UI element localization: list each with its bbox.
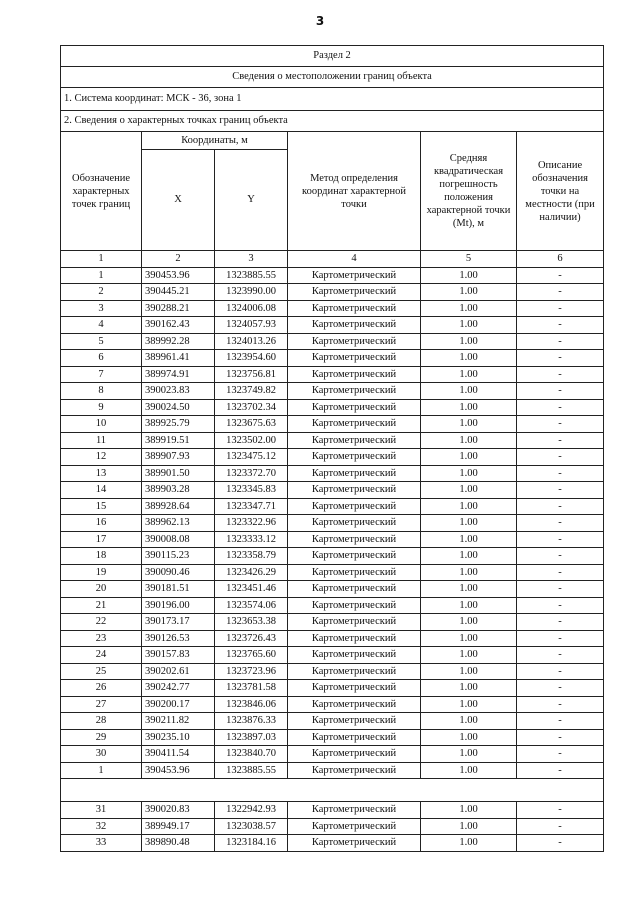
coord-y: 1323333.12 (215, 531, 288, 548)
method: Картометрический (288, 647, 421, 664)
coord-x: 390453.96 (142, 267, 215, 284)
coord-x: 390202.61 (142, 663, 215, 680)
column-number-row (61, 251, 604, 268)
table-row (61, 383, 604, 400)
accuracy: 1.00 (421, 564, 517, 581)
table-row (61, 399, 604, 416)
accuracy: 1.00 (421, 432, 517, 449)
coord-x: 390445.21 (142, 284, 215, 301)
method: Картометрический (288, 564, 421, 581)
coord-y: 1323038.57 (215, 818, 288, 835)
coord-x: 390242.77 (142, 680, 215, 697)
coord-y: 1323574.06 (215, 597, 288, 614)
table-row (61, 531, 604, 548)
method: Картометрический (288, 498, 421, 515)
table-row (61, 713, 604, 730)
accuracy: 1.00 (421, 680, 517, 697)
coord-y: 1323502.00 (215, 432, 288, 449)
point-number: 5 (61, 333, 142, 350)
header-y: Y (215, 150, 288, 251)
coord-x: 390020.83 (142, 802, 215, 819)
method: Картометрический (288, 267, 421, 284)
description: - (517, 597, 604, 614)
coord-y: 1323358.79 (215, 548, 288, 565)
description: - (517, 746, 604, 763)
coord-x: 390288.21 (142, 300, 215, 317)
point-number: 19 (61, 564, 142, 581)
coord-y: 1323749.82 (215, 383, 288, 400)
description: - (517, 267, 604, 284)
coord-x: 390126.53 (142, 630, 215, 647)
accuracy: 1.00 (421, 399, 517, 416)
description: - (517, 630, 604, 647)
point-number: 16 (61, 515, 142, 532)
description: - (517, 300, 604, 317)
table-row (61, 818, 604, 835)
coord-y: 1323675.63 (215, 416, 288, 433)
coord-y: 1323653.38 (215, 614, 288, 631)
description: - (517, 818, 604, 835)
table-row (61, 614, 604, 631)
coord-y: 1323840.70 (215, 746, 288, 763)
point-number: 25 (61, 663, 142, 680)
point-number: 1 (61, 762, 142, 779)
coord-x: 389992.28 (142, 333, 215, 350)
table-row (61, 663, 604, 680)
method: Картометрический (288, 680, 421, 697)
coord-x: 390200.17 (142, 696, 215, 713)
table-row (61, 729, 604, 746)
accuracy: 1.00 (421, 449, 517, 466)
accuracy: 1.00 (421, 818, 517, 835)
table-row (61, 449, 604, 466)
method: Картометрический (288, 284, 421, 301)
method: Картометрический (288, 663, 421, 680)
accuracy: 1.00 (421, 746, 517, 763)
method: Картометрический (288, 399, 421, 416)
description: - (517, 835, 604, 852)
coord-x: 389962.13 (142, 515, 215, 532)
point-number: 20 (61, 581, 142, 598)
table-row (61, 498, 604, 515)
method: Картометрический (288, 449, 421, 466)
table-row (61, 465, 604, 482)
description: - (517, 663, 604, 680)
method: Картометрический (288, 515, 421, 532)
method: Картометрический (288, 729, 421, 746)
description: - (517, 614, 604, 631)
column-number: 1 (61, 251, 142, 268)
method: Картометрический (288, 350, 421, 367)
point-number: 26 (61, 680, 142, 697)
point-number: 29 (61, 729, 142, 746)
accuracy: 1.00 (421, 729, 517, 746)
coord-x: 390211.82 (142, 713, 215, 730)
accuracy: 1.00 (421, 317, 517, 334)
column-number: 2 (142, 251, 215, 268)
accuracy: 1.00 (421, 762, 517, 779)
coord-x: 390008.08 (142, 531, 215, 548)
coord-x: 389907.93 (142, 449, 215, 466)
method: Картометрический (288, 713, 421, 730)
coord-y: 1323885.55 (215, 267, 288, 284)
point-number: 17 (61, 531, 142, 548)
table-row (61, 267, 604, 284)
description: - (517, 647, 604, 664)
point-number: 10 (61, 416, 142, 433)
column-number: 4 (288, 251, 421, 268)
point-number: 3 (61, 300, 142, 317)
table-row (61, 581, 604, 598)
point-number: 1 (61, 267, 142, 284)
description: - (517, 383, 604, 400)
coord-x: 390090.46 (142, 564, 215, 581)
coord-y: 1323990.00 (215, 284, 288, 301)
coord-y: 1323322.96 (215, 515, 288, 532)
point-number: 11 (61, 432, 142, 449)
table-row (61, 317, 604, 334)
description: - (517, 333, 604, 350)
table-row (61, 762, 604, 779)
method: Картометрический (288, 548, 421, 565)
coord-y: 1323372.70 (215, 465, 288, 482)
method: Картометрический (288, 614, 421, 631)
accuracy: 1.00 (421, 267, 517, 284)
table-row (61, 548, 604, 565)
description: - (517, 680, 604, 697)
table-row (61, 350, 604, 367)
accuracy: 1.00 (421, 383, 517, 400)
point-number: 31 (61, 802, 142, 819)
header-designation: Обозначение характерных точек границ (61, 132, 142, 251)
point-number: 7 (61, 366, 142, 383)
separator-cell (61, 779, 604, 802)
coord-x: 389890.48 (142, 835, 215, 852)
description: - (517, 762, 604, 779)
coord-y: 1324006.08 (215, 300, 288, 317)
column-number: 5 (421, 251, 517, 268)
table-row (61, 647, 604, 664)
table-row (61, 333, 604, 350)
accuracy: 1.00 (421, 350, 517, 367)
point-number: 15 (61, 498, 142, 515)
table-row (61, 597, 604, 614)
group-separator (61, 779, 604, 802)
page-number: 3 (315, 14, 325, 28)
coord-y: 1323897.03 (215, 729, 288, 746)
accuracy: 1.00 (421, 614, 517, 631)
accuracy: 1.00 (421, 597, 517, 614)
accuracy: 1.00 (421, 465, 517, 482)
header-accuracy: Средняя квадратическая погрешность положения характерной точки (Mt), м (421, 132, 517, 251)
coord-x: 390024.50 (142, 399, 215, 416)
point-number: 33 (61, 835, 142, 852)
method: Картометрический (288, 300, 421, 317)
method: Картометрический (288, 366, 421, 383)
point-number: 14 (61, 482, 142, 499)
accuracy: 1.00 (421, 630, 517, 647)
coord-y: 1323726.43 (215, 630, 288, 647)
accuracy: 1.00 (421, 531, 517, 548)
description: - (517, 317, 604, 334)
points-section-title: 2. Сведения о характерных точках границ объекта (61, 111, 604, 132)
table-row (61, 802, 604, 819)
coord-y: 1323702.34 (215, 399, 288, 416)
description: - (517, 449, 604, 466)
method: Картометрический (288, 383, 421, 400)
method: Картометрический (288, 416, 421, 433)
header-description: Описание обозначения точки на местности (при наличии) (517, 132, 604, 251)
description: - (517, 581, 604, 598)
method: Картометрический (288, 746, 421, 763)
table-row (61, 680, 604, 697)
table-row (61, 366, 604, 383)
method: Картометрический (288, 482, 421, 499)
header-coordinates: Координаты, м (142, 132, 288, 150)
table-row (61, 696, 604, 713)
header-x: X (142, 150, 215, 251)
coord-y: 1323781.58 (215, 680, 288, 697)
header-method: Метод определения координат характерной точки (288, 132, 421, 251)
accuracy: 1.00 (421, 663, 517, 680)
description: - (517, 465, 604, 482)
method: Картометрический (288, 696, 421, 713)
coord-x: 390453.96 (142, 762, 215, 779)
coord-y: 1324013.26 (215, 333, 288, 350)
coord-x: 389974.91 (142, 366, 215, 383)
accuracy: 1.00 (421, 498, 517, 515)
column-number: 3 (215, 251, 288, 268)
section-title: Раздел 2 (61, 46, 604, 67)
coord-x: 390115.23 (142, 548, 215, 565)
boundary-points-table (60, 45, 604, 852)
point-number: 22 (61, 614, 142, 631)
coord-x: 389903.28 (142, 482, 215, 499)
accuracy: 1.00 (421, 416, 517, 433)
point-number: 12 (61, 449, 142, 466)
coord-x: 390173.17 (142, 614, 215, 631)
accuracy: 1.00 (421, 333, 517, 350)
section-subtitle: Сведения о местоположении границ объекта (61, 67, 604, 88)
method: Картометрический (288, 581, 421, 598)
table-row (61, 300, 604, 317)
method: Картометрический (288, 465, 421, 482)
coord-y: 1324057.93 (215, 317, 288, 334)
description: - (517, 515, 604, 532)
method: Картометрический (288, 317, 421, 334)
coord-x: 390162.43 (142, 317, 215, 334)
description: - (517, 350, 604, 367)
coord-x: 389925.79 (142, 416, 215, 433)
description: - (517, 432, 604, 449)
point-number: 32 (61, 818, 142, 835)
point-number: 24 (61, 647, 142, 664)
coordinate-system-line: 1. Система координат: МСК - 36, зона 1 (61, 88, 604, 111)
coord-x: 390235.10 (142, 729, 215, 746)
description: - (517, 729, 604, 746)
coord-x: 389919.51 (142, 432, 215, 449)
coord-x: 389928.64 (142, 498, 215, 515)
point-number: 9 (61, 399, 142, 416)
description: - (517, 531, 604, 548)
coord-x: 390196.00 (142, 597, 215, 614)
coord-y: 1323345.83 (215, 482, 288, 499)
point-number: 28 (61, 713, 142, 730)
accuracy: 1.00 (421, 835, 517, 852)
point-number: 30 (61, 746, 142, 763)
description: - (517, 366, 604, 383)
description: - (517, 548, 604, 565)
column-number: 6 (517, 251, 604, 268)
method: Картометрический (288, 597, 421, 614)
table-row (61, 835, 604, 852)
description: - (517, 284, 604, 301)
method: Картометрический (288, 818, 421, 835)
coord-y: 1323451.46 (215, 581, 288, 598)
coord-x: 389961.41 (142, 350, 215, 367)
coord-y: 1323876.33 (215, 713, 288, 730)
point-number: 27 (61, 696, 142, 713)
table-row (61, 515, 604, 532)
point-number: 21 (61, 597, 142, 614)
method: Картометрический (288, 531, 421, 548)
accuracy: 1.00 (421, 515, 517, 532)
coord-y: 1323846.06 (215, 696, 288, 713)
point-number: 23 (61, 630, 142, 647)
method: Картометрический (288, 802, 421, 819)
coord-y: 1323426.29 (215, 564, 288, 581)
point-number: 2 (61, 284, 142, 301)
table-row (61, 630, 604, 647)
description: - (517, 482, 604, 499)
coord-y: 1323765.60 (215, 647, 288, 664)
table-row (61, 482, 604, 499)
table-row (61, 284, 604, 301)
method: Картометрический (288, 762, 421, 779)
point-number: 6 (61, 350, 142, 367)
accuracy: 1.00 (421, 482, 517, 499)
method: Картометрический (288, 333, 421, 350)
coord-y: 1323347.71 (215, 498, 288, 515)
description: - (517, 416, 604, 433)
point-number: 13 (61, 465, 142, 482)
table-row (61, 564, 604, 581)
point-number: 4 (61, 317, 142, 334)
coord-y: 1323885.55 (215, 762, 288, 779)
accuracy: 1.00 (421, 647, 517, 664)
coord-x: 390157.83 (142, 647, 215, 664)
description: - (517, 498, 604, 515)
coord-y: 1323475.12 (215, 449, 288, 466)
description: - (517, 399, 604, 416)
accuracy: 1.00 (421, 802, 517, 819)
accuracy: 1.00 (421, 548, 517, 565)
coord-y: 1322942.93 (215, 802, 288, 819)
method: Картометрический (288, 432, 421, 449)
description: - (517, 564, 604, 581)
description: - (517, 802, 604, 819)
coord-y: 1323184.16 (215, 835, 288, 852)
method: Картометрический (288, 630, 421, 647)
table-row (61, 432, 604, 449)
coord-y: 1323723.96 (215, 663, 288, 680)
coord-x: 390181.51 (142, 581, 215, 598)
accuracy: 1.00 (421, 366, 517, 383)
point-number: 18 (61, 548, 142, 565)
description: - (517, 713, 604, 730)
coord-x: 389949.17 (142, 818, 215, 835)
table-row (61, 746, 604, 763)
accuracy: 1.00 (421, 284, 517, 301)
coord-x: 389901.50 (142, 465, 215, 482)
description: - (517, 696, 604, 713)
accuracy: 1.00 (421, 696, 517, 713)
coord-x: 390411.54 (142, 746, 215, 763)
coord-y: 1323954.60 (215, 350, 288, 367)
point-number: 8 (61, 383, 142, 400)
accuracy: 1.00 (421, 300, 517, 317)
method: Картометрический (288, 835, 421, 852)
accuracy: 1.00 (421, 581, 517, 598)
coord-x: 390023.83 (142, 383, 215, 400)
table-row (61, 416, 604, 433)
accuracy: 1.00 (421, 713, 517, 730)
coord-y: 1323756.81 (215, 366, 288, 383)
